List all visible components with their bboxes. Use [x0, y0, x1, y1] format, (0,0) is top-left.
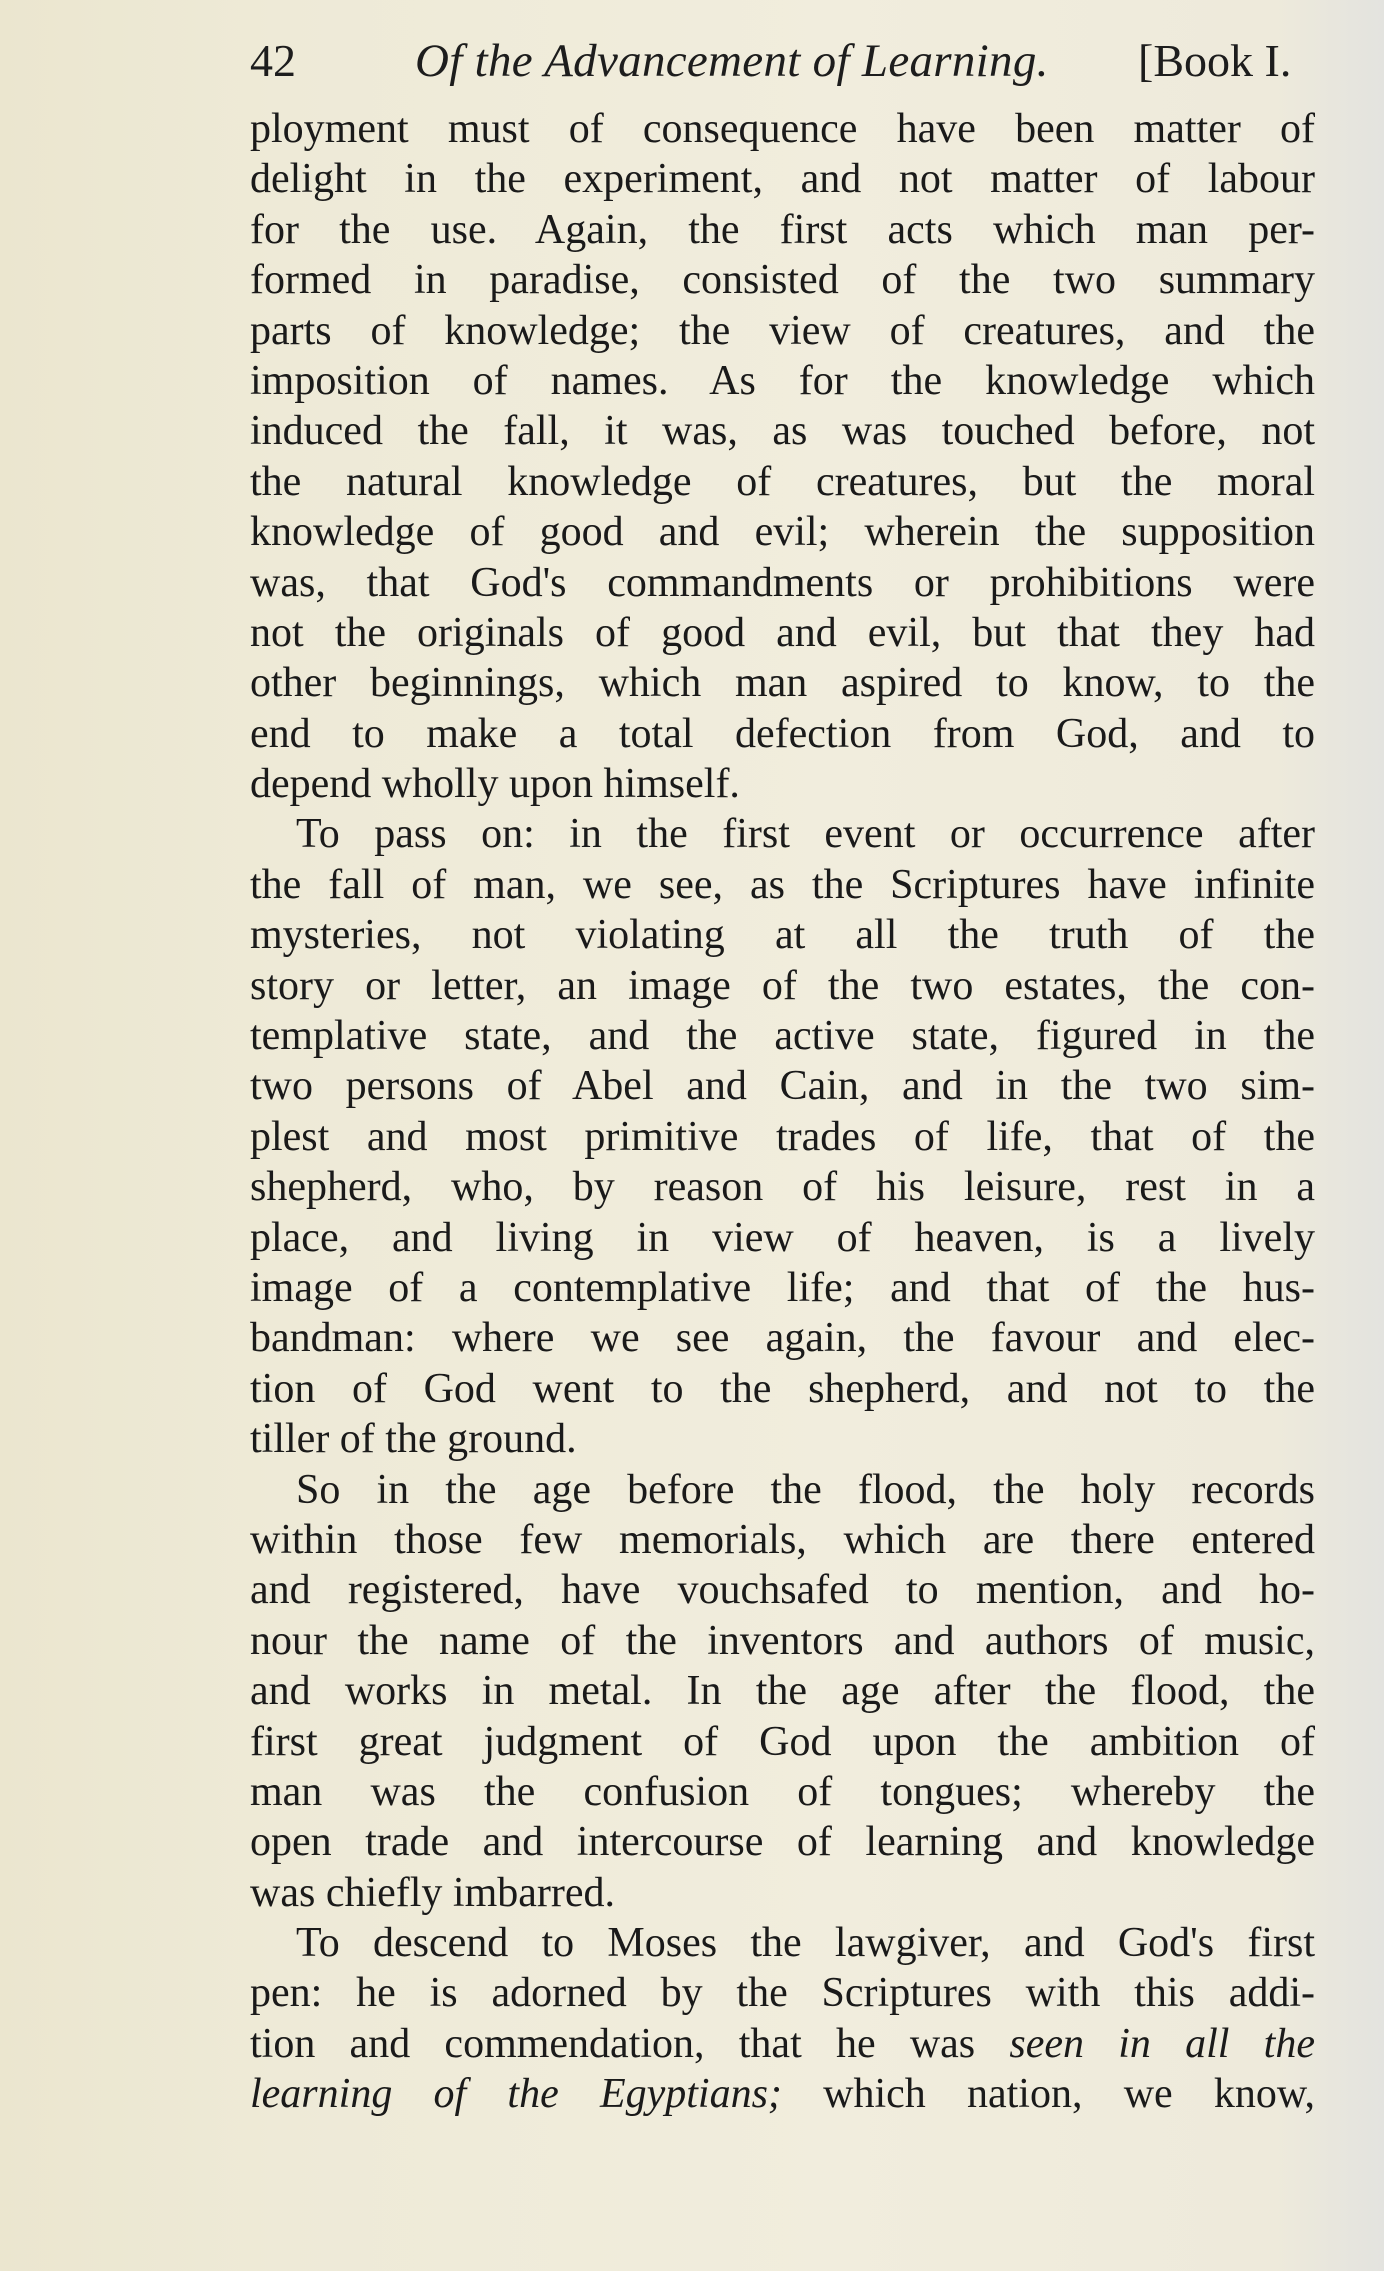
text-line: depend wholly upon himself. [250, 761, 740, 808]
text-line: the natural knowledge of creatures, but the moral [250, 458, 1315, 505]
text-line: pen: he is adorned by the Scriptures with this addi- [250, 1970, 1315, 2017]
text-line: place, and living in view of heaven, is a lively [250, 1214, 1315, 1261]
book-label: [Book I. [1138, 35, 1292, 86]
text-line-with-italic [250, 2069, 1315, 2119]
text-line: mysteries, not violating at all the truth of the [250, 912, 1315, 959]
text-line: open trade and intercourse of learning and knowledge [250, 1819, 1315, 1866]
text-line: not the originals of good and evil, but that they had [250, 609, 1315, 656]
text-line: imposition of names. As for the knowledge which [250, 357, 1315, 404]
text-line: So in the age before the flood, the holy records [296, 1466, 1315, 1513]
text-line: bandman: where we see again, the favour and elec- [250, 1315, 1315, 1362]
running-header [250, 30, 1315, 100]
italic-phrase: seen in all the [1009, 2020, 1315, 2067]
text-line: within those few memorials, which are there entered [250, 1516, 1315, 1563]
text-line: induced the fall, it was, as was touched before, not [250, 408, 1315, 455]
text-line: and registered, have vouchsafed to mention, and ho- [250, 1567, 1315, 1614]
text-line: To descend to Moses the lawgiver, and God's first [296, 1920, 1315, 1967]
text-line: man was the confusion of tongues; whereby the [250, 1768, 1315, 1815]
body-text [250, 104, 1315, 2120]
text-line: formed in paradise, consisted of the two summary [250, 257, 1315, 304]
text-line: first great judgment of God upon the ambition of [250, 1718, 1315, 1765]
text-line: ployment must of consequence have been matter of [250, 106, 1315, 152]
text-line-with-italic [250, 2019, 1315, 2069]
text-line: templative state, and the active state, figured in the [250, 1013, 1315, 1060]
running-title: Of the Advancement of Learning. [415, 35, 1049, 87]
text-line: To pass on: in the first event or occurrence after [296, 811, 1315, 858]
page-number: 42 [250, 35, 296, 86]
text-line: the fall of man, we see, as the Scriptures have infinite [250, 861, 1315, 908]
text-line: tion and commendation, that he was [250, 2020, 976, 2067]
text-line: was chiefly imbarred. [250, 1869, 616, 1916]
text-line: tiller of the ground. [250, 1416, 577, 1463]
text-line: shepherd, who, by reason of his leisure, rest in a [250, 1164, 1315, 1211]
text-line: image of a contemplative life; and that of the hus- [250, 1264, 1315, 1311]
text-line: knowledge of good and evil; wherein the supposition [250, 509, 1315, 556]
text-line: plest and most primitive trades of life, that of the [250, 1113, 1315, 1160]
text-line: story or letter, an image of the two estates, the con- [250, 962, 1315, 1009]
text-line: two persons of Abel and Cain, and in the two sim- [250, 1063, 1315, 1110]
text-line: and works in metal. In the age after the flood, the [250, 1668, 1315, 1715]
text-line: which nation, we know, [823, 2071, 1315, 2118]
italic-phrase: learning of the Egyptians; [250, 2071, 782, 2118]
text-line: parts of knowledge; the view of creatures, and the [250, 307, 1315, 354]
text-line: other beginnings, which man aspired to know, to the [250, 660, 1315, 707]
text-line: was, that God's commandments or prohibitions were [250, 559, 1315, 606]
text-line: tion of God went to the shepherd, and not to the [250, 1365, 1315, 1412]
text-line: end to make a total defection from God, and to [250, 710, 1315, 757]
text-line: nour the name of the inventors and authors of music, [250, 1617, 1315, 1664]
text-line: for the use. Again, the first acts which man per- [250, 206, 1315, 253]
text-line: delight in the experiment, and not matter of labour [250, 156, 1315, 203]
